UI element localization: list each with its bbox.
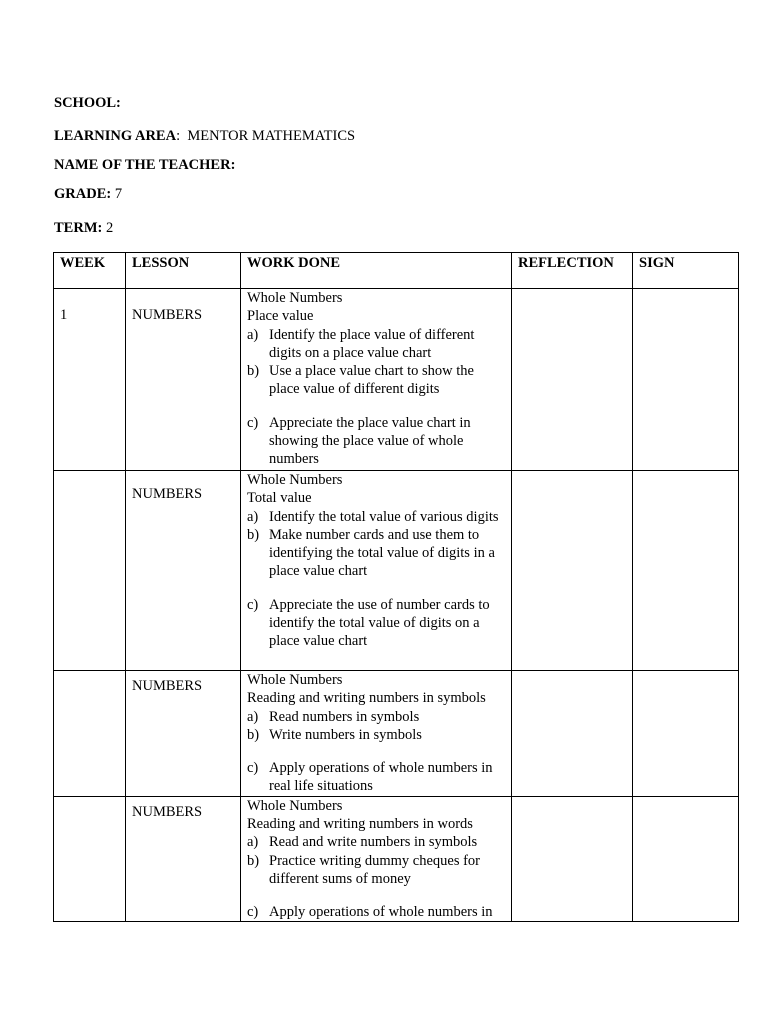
sign-cell[interactable] xyxy=(633,796,739,921)
grade-value: 7 xyxy=(114,186,123,202)
work-title: Whole Numbers xyxy=(247,290,343,306)
teacher-label: NAME OF THE TEACHER: xyxy=(54,157,236,173)
list-item: c) Apply operations of whole numbers in xyxy=(247,904,493,920)
learning-area-value: MENTOR MATHEMATICS xyxy=(187,128,356,144)
list-item: b) Use a place value chart to show the place value of different digits xyxy=(247,363,474,398)
list-item: c) Appreciate the use of number cards to identify the total value of digits on a place value chart xyxy=(247,596,490,650)
objectives-list xyxy=(247,708,507,796)
list-item: b) Practice writing dummy cheques for different sums of money xyxy=(247,852,480,887)
table-row xyxy=(54,289,739,471)
lesson-cell: NUMBERS xyxy=(126,289,241,471)
work-subtitle: Reading and writing numbers in symbols xyxy=(247,690,486,707)
list-item: b) Write numbers in symbols xyxy=(247,726,422,743)
week-cell: 1 xyxy=(54,289,126,471)
lesson-cell: NUMBERS xyxy=(126,671,241,797)
list-item: c) Apply operations of whole numbers in real life situations xyxy=(247,760,493,795)
column-header-sign: SIGN xyxy=(633,253,739,289)
list-item: a) Read and write numbers in symbols xyxy=(247,834,478,851)
teacher-line xyxy=(54,157,235,174)
grade-line xyxy=(54,186,122,203)
sign-cell[interactable] xyxy=(633,671,739,797)
work-done-cell xyxy=(241,471,512,671)
school-line xyxy=(54,95,121,112)
work-title: Whole Numbers xyxy=(247,472,343,488)
grade-label: GRADE: xyxy=(54,186,112,202)
objectives-list xyxy=(247,508,507,651)
learning-area-label: LEARNING AREA xyxy=(54,128,177,144)
work-done-cell xyxy=(241,289,512,471)
work-done-cell xyxy=(241,796,512,921)
table-header-row xyxy=(54,253,739,289)
work-done-cell xyxy=(241,671,512,797)
sign-cell[interactable] xyxy=(633,471,739,671)
work-title: Whole Numbers xyxy=(247,672,343,688)
term-value: 2 xyxy=(105,220,114,236)
scheme-of-work-table xyxy=(53,252,739,922)
learning-area-line: LEARNING AREA: MENTOR MATHEMATICS xyxy=(54,128,356,144)
week-cell xyxy=(54,471,126,671)
column-header-reflection: REFLECTION xyxy=(512,253,633,289)
reflection-cell[interactable] xyxy=(512,289,633,471)
table-row xyxy=(54,671,739,797)
week-cell xyxy=(54,796,126,921)
list-item: a) Identify the total value of various digits xyxy=(247,508,499,525)
column-header-lesson: LESSON xyxy=(126,253,241,289)
school-label: SCHOOL: xyxy=(54,95,121,111)
lesson-cell: NUMBERS xyxy=(126,796,241,921)
column-header-week: WEEK xyxy=(54,253,126,289)
work-subtitle: Reading and writing numbers in words xyxy=(247,816,473,833)
column-header-work-done: WORK DONE xyxy=(241,253,512,289)
table-row xyxy=(54,471,739,671)
week-cell xyxy=(54,671,126,797)
term-line xyxy=(54,220,113,237)
table-row xyxy=(54,796,739,921)
sign-cell[interactable] xyxy=(633,289,739,471)
objectives-list xyxy=(247,326,507,469)
lesson-cell: NUMBERS xyxy=(126,471,241,671)
reflection-cell[interactable] xyxy=(512,471,633,671)
list-item: b) Make number cards and use them to identifying the total value of digits in a place value chart xyxy=(247,526,495,580)
work-subtitle: Total value xyxy=(247,490,312,507)
reflection-cell[interactable] xyxy=(512,671,633,797)
term-label: TERM: xyxy=(54,220,103,236)
objectives-list xyxy=(247,833,507,919)
work-subtitle: Place value xyxy=(247,308,314,325)
list-item: c) Appreciate the place value chart in showing the place value of whole numbers xyxy=(247,414,471,468)
reflection-cell[interactable] xyxy=(512,796,633,921)
list-item: a) Read numbers in symbols xyxy=(247,708,420,725)
work-title: Whole Numbers xyxy=(247,797,343,814)
list-item: a) Identify the place value of different digits on a place value chart xyxy=(247,326,475,361)
